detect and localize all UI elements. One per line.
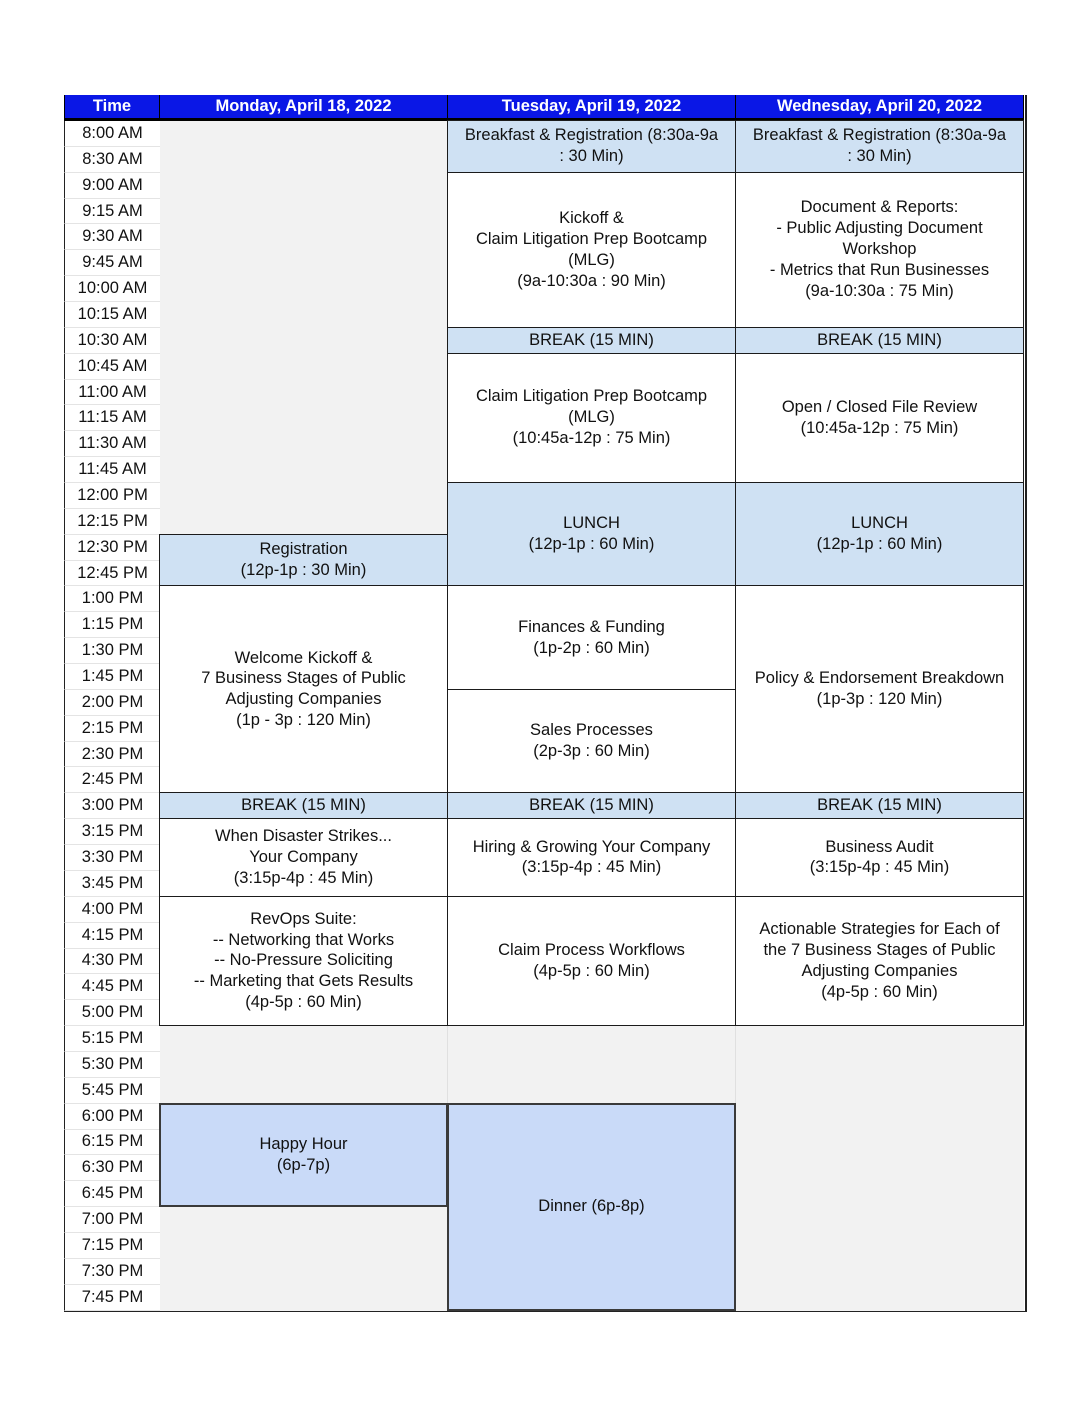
wednesday-lunch: LUNCH (12p-1p : 60 Min) (735, 482, 1024, 586)
empty-slot (160, 121, 448, 535)
tuesday-breakfast: Breakfast & Registration (8:30a-9a : 30 Min) (447, 120, 736, 173)
time-slot: 1:30 PM (64, 638, 160, 664)
wednesday-breakfast: Breakfast & Registration (8:30a-9a : 30 Min) (735, 120, 1024, 173)
time-slot: 1:00 PM (64, 586, 160, 612)
time-slot: 9:45 AM (64, 250, 160, 276)
wednesday-break-morning: BREAK (15 MIN) (735, 327, 1024, 354)
tuesday-dinner: Dinner (6p-8p) (447, 1103, 736, 1311)
wednesday-strategies: Actionable Strategies for Each of the 7 Business Stages of Public Adjusting Companies (4p-5p : 60 Min) (735, 896, 1024, 1026)
wednesday-audit: Business Audit (3:15p-4p : 45 Min) (735, 818, 1024, 897)
time-slot: 10:30 AM (64, 328, 160, 354)
time-slot: 3:15 PM (64, 819, 160, 845)
time-slot: 3:30 PM (64, 845, 160, 871)
monday-welcome-kickoff: Welcome Kickoff & 7 Business Stages of Public Adjusting Companies (1p - 3p : 120 Min) (159, 585, 448, 793)
time-slot: 12:30 PM (64, 535, 160, 561)
tuesday-lunch: LUNCH (12p-1p : 60 Min) (447, 482, 736, 586)
time-slot: 3:00 PM (64, 793, 160, 819)
monday-revops-suite: RevOps Suite: -- Networking that Works -- No-Pressure Soliciting -- Marketing that Gets Results (4p-5p : 60 Min) (159, 896, 448, 1026)
time-slot: 8:30 AM (64, 147, 160, 173)
wednesday-break-afternoon: BREAK (15 MIN) (735, 792, 1024, 819)
time-slot: 2:45 PM (64, 767, 160, 793)
time-slot: 11:00 AM (64, 380, 160, 406)
time-slot: 11:45 AM (64, 457, 160, 483)
time-slot: 6:00 PM (64, 1104, 160, 1130)
time-slot: 10:15 AM (64, 302, 160, 328)
time-slot: 12:15 PM (64, 509, 160, 535)
time-slot: 7:30 PM (64, 1259, 160, 1285)
time-slot: 2:00 PM (64, 690, 160, 716)
time-slot: 8:00 AM (64, 121, 160, 147)
time-slot: 7:45 PM (64, 1285, 160, 1311)
empty-slot (736, 1026, 1024, 1310)
time-slot: 2:30 PM (64, 742, 160, 768)
wednesday-policy: Policy & Endorsement Breakdown (1p-3p : 120 Min) (735, 585, 1024, 793)
tuesday-workflows: Claim Process Workflows (4p-5p : 60 Min) (447, 896, 736, 1026)
time-slot: 5:15 PM (64, 1026, 160, 1052)
wednesday-file-review: Open / Closed File Review (10:45a-12p : 75 Min) (735, 353, 1024, 483)
time-slot: 9:00 AM (64, 173, 160, 199)
time-slot: 3:45 PM (64, 871, 160, 897)
time-slot: 11:15 AM (64, 405, 160, 431)
time-slot: 5:45 PM (64, 1078, 160, 1104)
empty-slot (160, 1026, 448, 1104)
tuesday-kickoff: Kickoff & Claim Litigation Prep Bootcamp (MLG) (9a-10:30a : 90 Min) (447, 172, 736, 328)
time-slot: 9:15 AM (64, 199, 160, 225)
wednesday-header: Wednesday, April 20, 2022 (736, 95, 1024, 121)
monday-header: Monday, April 18, 2022 (160, 95, 448, 121)
tuesday-header: Tuesday, April 19, 2022 (448, 95, 736, 121)
time-column-header: Time (64, 95, 160, 121)
monday-registration: Registration (12p-1p : 30 Min) (159, 534, 448, 587)
monday-disaster-session: When Disaster Strikes... Your Company (3:15p-4p : 45 Min) (159, 818, 448, 897)
time-slot: 4:15 PM (64, 923, 160, 949)
tuesday-break-morning: BREAK (15 MIN) (447, 327, 736, 354)
tuesday-break-afternoon: BREAK (15 MIN) (447, 792, 736, 819)
time-slot: 12:45 PM (64, 561, 160, 587)
time-slot: 9:30 AM (64, 224, 160, 250)
tuesday-finances: Finances & Funding (1p-2p : 60 Min) (447, 585, 736, 689)
time-slot: 4:45 PM (64, 974, 160, 1000)
tuesday-hiring: Hiring & Growing Your Company (3:15p-4p : 45 Min) (447, 818, 736, 897)
time-slot: 5:30 PM (64, 1052, 160, 1078)
schedule-grid (64, 95, 1027, 1312)
time-slot: 10:45 AM (64, 354, 160, 380)
empty-slot (160, 1207, 448, 1310)
time-slot: 12:00 PM (64, 483, 160, 509)
time-slot: 6:45 PM (64, 1181, 160, 1207)
time-slot: 1:45 PM (64, 664, 160, 690)
time-slot: 1:15 PM (64, 612, 160, 638)
time-slot: 2:15 PM (64, 716, 160, 742)
wednesday-documents: Document & Reports: - Public Adjusting Document Workshop - Metrics that Run Businesses (9a-10:30a : 75 Min) (735, 172, 1024, 328)
time-slot: 5:00 PM (64, 1000, 160, 1026)
monday-break: BREAK (15 MIN) (159, 792, 448, 819)
time-slot: 6:15 PM (64, 1130, 160, 1156)
time-slot: 11:30 AM (64, 431, 160, 457)
monday-happy-hour: Happy Hour (6p-7p) (159, 1103, 448, 1207)
tuesday-sales: Sales Processes (2p-3p : 60 Min) (447, 689, 736, 793)
time-slot: 4:30 PM (64, 949, 160, 975)
tuesday-bootcamp: Claim Litigation Prep Bootcamp (MLG) (10:45a-12p : 75 Min) (447, 353, 736, 483)
time-slot: 10:00 AM (64, 276, 160, 302)
time-slot: 7:15 PM (64, 1233, 160, 1259)
empty-slot (448, 1026, 736, 1104)
time-slot: 6:30 PM (64, 1155, 160, 1181)
time-slot: 7:00 PM (64, 1207, 160, 1233)
time-slot: 4:00 PM (64, 897, 160, 923)
